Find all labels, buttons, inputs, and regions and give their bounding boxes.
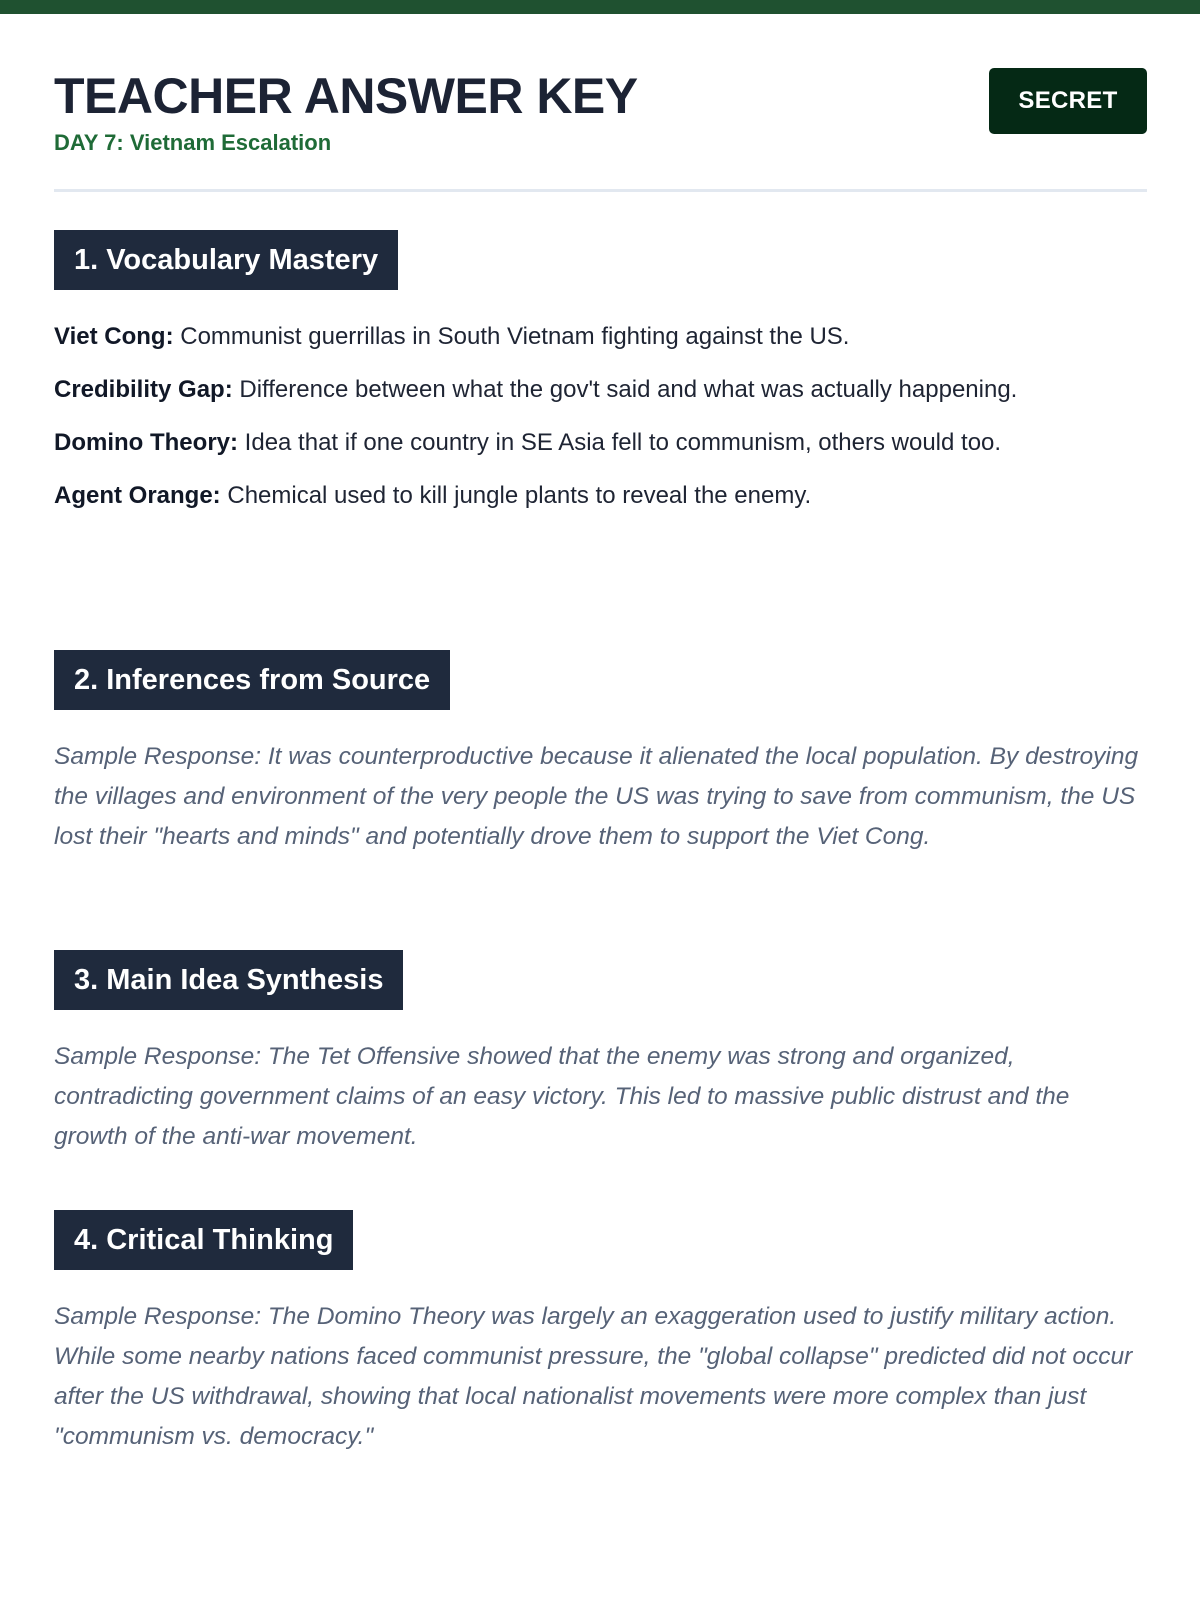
vocab-term: Domino Theory: bbox=[54, 429, 238, 456]
document-header bbox=[54, 14, 1147, 192]
answer-key-page bbox=[54, 14, 1147, 1450]
vocab-item bbox=[54, 423, 1147, 463]
section-inferences bbox=[54, 650, 1147, 857]
vocab-term: Credibility Gap: bbox=[54, 376, 233, 403]
secret-badge: SECRET bbox=[989, 68, 1147, 134]
vocab-definition: Idea that if one country in SE Asia fell to communism, others would too. bbox=[244, 429, 1002, 456]
document-title: TEACHER ANSWER KEY bbox=[54, 68, 638, 124]
section-heading: 1. Vocabulary Mastery bbox=[54, 230, 398, 290]
sample-response: Sample Response: The Tet Offensive showed that the enemy was strong and organized, contradicting government claims of an easy victory. This led to massive public distrust and the growth of the anti-war movement. bbox=[54, 1043, 1070, 1150]
vocab-definition: Communist guerrillas in South Vietnam fighting against the US. bbox=[180, 323, 850, 350]
section-heading: 4. Critical Thinking bbox=[54, 1210, 353, 1270]
vocab-item bbox=[54, 476, 1147, 516]
document-subtitle: DAY 7: Vietnam Escalation bbox=[54, 130, 332, 155]
top-accent-bar bbox=[0, 0, 1200, 14]
section-critical-thinking bbox=[54, 1210, 1147, 1457]
section-heading: 3. Main Idea Synthesis bbox=[54, 950, 403, 1010]
vocab-definition: Difference between what the gov't said and what was actually happening. bbox=[239, 376, 1018, 403]
vocab-list bbox=[54, 317, 1147, 516]
vocab-item bbox=[54, 317, 1147, 357]
vocab-item bbox=[54, 370, 1147, 410]
sample-response: Sample Response: The Domino Theory was largely an exaggeration used to justify military action. While some nearby nations faced communist pressure, the "global collapse" predicted did not occur after the US withdrawal, showing that local nationalist movements were more complex than just "communism vs. democracy." bbox=[54, 1303, 1133, 1450]
vocab-term: Agent Orange: bbox=[54, 482, 221, 509]
section-main-idea bbox=[54, 950, 1147, 1157]
sample-response: Sample Response: It was counterproductive because it alienated the local population. By destroying the villages and environment of the very people the US was trying to save from communism, the US lost their "hearts and minds" and potentially drove them to support the Viet Cong. bbox=[54, 743, 1139, 850]
section-vocabulary bbox=[54, 230, 1147, 529]
vocab-definition: Chemical used to kill jungle plants to reveal the enemy. bbox=[227, 482, 812, 509]
vocab-term: Viet Cong: bbox=[54, 323, 174, 350]
section-heading: 2. Inferences from Source bbox=[54, 650, 450, 710]
